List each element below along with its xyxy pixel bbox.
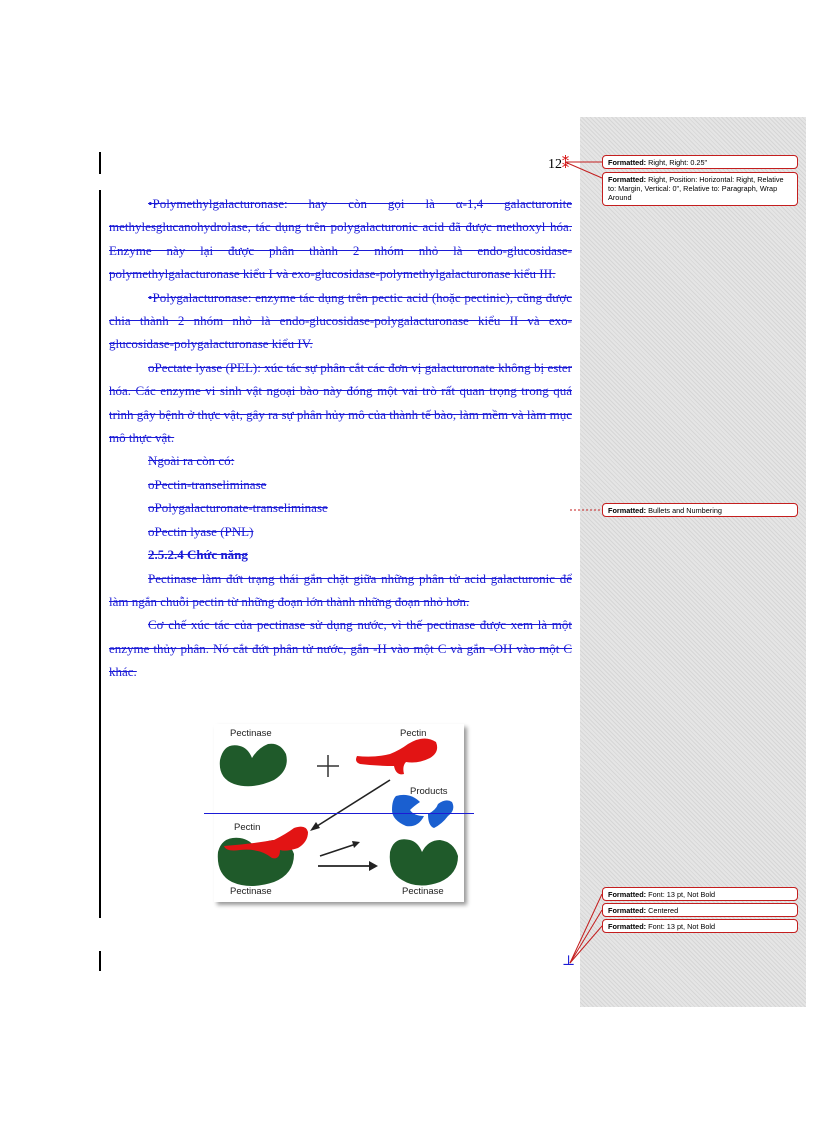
format-balloon[interactable] [602, 903, 798, 917]
figure-label-pectinase-top: Pectinase [230, 728, 272, 739]
figure-label-products: Products [410, 786, 448, 797]
format-balloon[interactable] [602, 887, 798, 901]
paragraph-other: Ngoài ra còn có: [148, 453, 235, 469]
list-item: oPectin lyase (PNL) [148, 523, 254, 539]
balloon-label: Formatted: [608, 922, 647, 931]
balloon-text: Font: 13 pt, Not Bold [648, 890, 716, 899]
paragraph-polymethylgalacturonase: •Polymethylgalacturonase: hay còn gọi là α-1,4 galacturonite methylesglucanohydrolase, tác dụng trên polygalacturonic acid đã được methoxyl hóa. Enzyme này lại được phân thành 2 nhóm nhỏ là endo-glucosidase-polymethylgalacturonase kiểu I và exo-glucosidase-polymethylgalacturonase kiểu III. [109, 196, 572, 282]
format-balloon[interactable] [602, 503, 798, 517]
balloon-text: Right, Position: Horizontal: Right, Relative to: Margin, Vertical: 0", Relative to: Paragraph, Wrap Around [608, 175, 784, 202]
balloon-label: Formatted: [608, 906, 647, 915]
figure-label-pectin-top: Pectin [400, 728, 427, 739]
figure-label-pectinase-bottom-left: Pectinase [230, 886, 272, 897]
figure-label-pectinase-bottom-right: Pectinase [402, 886, 444, 897]
balloon-label: Formatted: [608, 158, 647, 167]
balloon-label: Formatted: [608, 506, 647, 515]
paragraph-pectate-lyase: oPectate lyase (PEL): xúc tác sự phân cắt các đơn vị galacturonate không bị ester hóa. Các enzyme vi sinh vật ngoại bào này đóng một vai trò rất quan trọng trong quá trình gây bệnh ở thực vật, gây ra sự phân hủy mô của thành tế bào, làm mềm và làm mục mô thực vật. [109, 359, 572, 446]
paragraph-mechanism: Cơ chế xúc tác của pectinase sử dụng nước, vì thế pectinase được xem là một enzyme thủy phân. Nó cắt đứt phân tử nước, gắn -H vào một C và gắn -OH vào một C khác. [109, 617, 572, 680]
balloon-label: Formatted: [608, 890, 647, 899]
figure-label-pectin-mid: Pectin [234, 822, 261, 833]
balloon-text: Centered [648, 906, 679, 915]
paragraph-function: Pectinase làm đứt trạng thái gắn chặt giữa những phân tử acid galacturonic để làm ngắn chuỗi pectin từ những đoạn lớn thành những đoạn nhỏ hơn. [109, 570, 572, 609]
format-balloon[interactable] [602, 919, 798, 933]
section-heading: 2.5.2.4 Chức năng [148, 547, 248, 563]
end-mark: ⊥ [562, 954, 576, 969]
insertion-mark: ⁑ [562, 157, 569, 172]
balloon-label: Formatted: [608, 175, 647, 184]
format-balloon[interactable] [602, 172, 798, 206]
paragraph-polygalacturonase: •Polygalacturonase: enzyme tác dụng trên pectic acid (hoặc pectinic), cũng được chia thành 2 nhóm nhỏ là endo-glucosidase-polygalacturonase kiểu II và exo-glucosidase-polygalacturonase kiểu IV. [109, 289, 572, 352]
list-item: oPectin-transeliminase [148, 476, 267, 492]
balloon-text: Bullets and Numbering [648, 506, 722, 515]
balloon-text: Font: 13 pt, Not Bold [648, 922, 716, 931]
format-balloon[interactable] [602, 155, 798, 169]
list-item: oPolygalacturonate-transeliminase [148, 500, 328, 516]
page-number-value: 12 [548, 157, 562, 172]
balloon-text: Right, Right: 0.25" [648, 158, 708, 167]
